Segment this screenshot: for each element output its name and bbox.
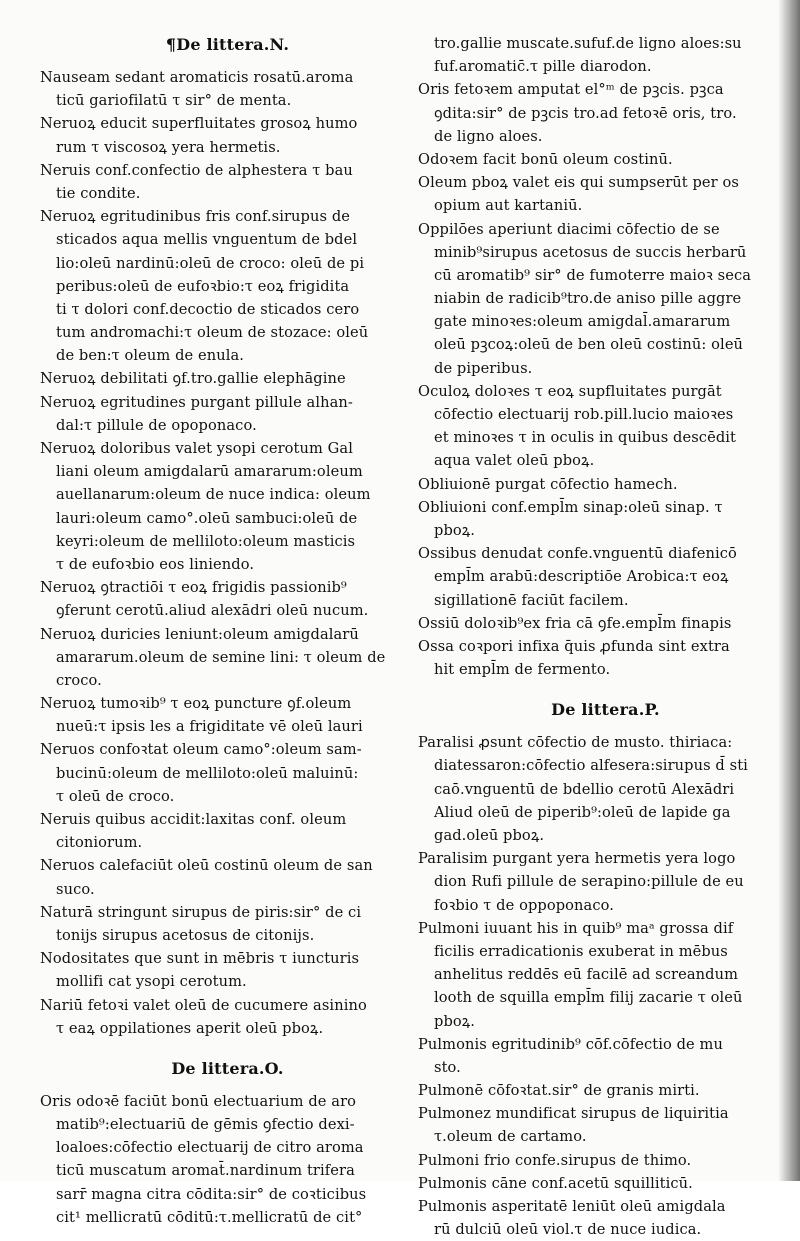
entry-continuation-line: loaloes:cōfectio electuarij de citro aroma	[56, 1139, 364, 1157]
entry-line: Pulmonē cōfoꝛtat.sir° de granis mirti.	[418, 1082, 700, 1100]
entry-continuation-line: suco.	[56, 880, 95, 898]
entry-line: Obliuionē purgat cōfectio hamech.	[418, 475, 678, 493]
entry-line: Oleum pboꝝ valet eis qui sumpserūt per os	[418, 174, 739, 192]
entry-line: Ossa coꝛpori infixa q̄uis ꝓfunda sint extra	[418, 637, 730, 655]
entry-line: Pulmoni iuuant his in quib⁹ maᵃ grossa dif	[418, 919, 734, 937]
entry-continuation-line: niabin de radicib⁹tro.de aniso pille aggre	[434, 290, 742, 308]
entry-line: Oris odoꝛē faciūt bonū electuarium de aro	[40, 1092, 357, 1110]
left-column	[40, 30, 415, 1229]
entry-continuation-line: de ligno aloes.	[434, 127, 543, 145]
entry-line: Paralisim purgant yera hermetis yera logo	[418, 850, 736, 868]
entry-continuation-line: tonijs sirupus acetosus de citonijs.	[56, 926, 315, 944]
entry-line: Pulmonis asperitatē leniūt oleū amigdala	[418, 1198, 726, 1215]
entry-continuation-line: sigillationē faciūt facilem.	[434, 591, 629, 609]
entry-continuation-line: citoniorum.	[56, 834, 143, 852]
entry-continuation-line: de piperibus.	[434, 359, 533, 377]
entry-line: Oculoꝝ doloꝛes τ eoꝝ supfluitates purgāt	[418, 382, 722, 400]
entry-continuation-line: rum τ viscosoꝝ yera hermetis.	[56, 138, 281, 156]
entry-line: Neruos confoꝛtat oleum camo°:oleum sam-	[40, 741, 362, 759]
entry-continuation-line: anhelitus reddēs eū facilē ad screandum	[434, 966, 739, 984]
entry-continuation-line: dion Rufi pillule de serapino:pillule de eu	[434, 873, 744, 891]
entry-continuation-line: τ eaꝝ oppilationes aperit oleū pboꝝ.	[56, 1019, 324, 1037]
entry-continuation-line: pboꝝ.	[434, 1012, 476, 1030]
entry-line: Oris fetoꝛem amputat el°ᵐ de pꝫcis. pꝫca	[418, 81, 724, 99]
entry-line: Ossibus denudat confe.vnguentū diafenicō	[418, 545, 737, 563]
entry-continuation-line: diatessaron:cōfectio alfesera:sirupus d̄ sti	[434, 757, 748, 775]
entry-continuation-line: sticados aqua mellis vnguentum de bdel	[56, 231, 358, 249]
entry-line: Neruoꝝ debilitati ꝯf.tro.gallie elephāgine	[40, 370, 346, 388]
entry-line: Neruoꝝ doloribus valet ysopi cerotum Gal	[40, 440, 353, 457]
entry-continuation-line: de ben:τ oleum de enula.	[56, 347, 245, 365]
entry-continuation-line: matib⁹:electuariū de gēmis ꝯfectio dexi-	[56, 1116, 355, 1134]
entry-continuation-line: bucinū:oleum de melliloto:oleū maluinū:	[56, 764, 359, 782]
entry-continuation-line: lauri:oleum camo°.oleū sambuci:oleū de	[56, 509, 358, 527]
entry-continuation-line: lio:oleū nardinū:oleū de croco: oleū de pi	[56, 254, 365, 272]
entry-line: Nodositates que sunt in mēbris τ iuncturis	[40, 950, 360, 968]
entry-line: Odoꝛem facit bonū oleum costinū.	[418, 150, 673, 168]
entry-line: Pulmonez mundificat sirupus de liquiritia	[418, 1105, 729, 1123]
right-column	[418, 32, 793, 1241]
entry-continuation-line: sarr̄ magna citra cōdita:sir° de coꝛticibus	[56, 1185, 367, 1203]
entry-continuation-line: pboꝝ.	[434, 521, 476, 539]
entry-line: Paralisi ꝓsunt cōfectio de musto. thiriaca:	[418, 734, 733, 752]
section-gap	[40, 1040, 415, 1054]
entry-continuation-line: gate minoꝛes:oleum amigdal̄.amararum	[434, 313, 731, 331]
entry-line: Neruoꝝ egritudinibus fris conf.sirupus de	[40, 208, 351, 226]
entry-line: Pulmonis cāne conf.acetū squilliticū.	[418, 1174, 693, 1192]
entry-continuation-line: cōfectio electuarij rob.pill.lucio maioꝛes	[434, 406, 734, 423]
entry-line: Neruoꝝ egritudines purgant pillule alhan-	[40, 393, 353, 411]
entry-continuation-line: ticū gariofilatū τ sir° de menta.	[56, 92, 292, 110]
entry-continuation-line: oleū pꝫcoꝝ:oleū de ben oleū costinū: oleū	[434, 336, 744, 354]
entry-continuation-line: liani oleum amigdalarū amararum:oleum	[56, 463, 363, 481]
entry-continuation-line: tum andromachi:τ oleum de stozace: oleū	[56, 324, 369, 342]
entry-line: Neruoꝝ educit superfluitates grosoꝝ humo	[40, 115, 358, 133]
entry-continuation-line: fuf.aromatic̄.τ pille diarodon.	[434, 58, 652, 76]
entry-line: Neruoꝝ duricies leniunt:oleum amigdalarū	[40, 625, 359, 643]
entry-continuation-line: auellanarum:oleum de nuce indica: oleum	[56, 486, 371, 504]
entry-continuation-line: foꝛbio τ de oppoponaco.	[434, 896, 614, 914]
entry-continuation-line: minib⁹sirupus acetosus de succis herbarū	[434, 243, 747, 261]
entry-continuation-line: ꝯferunt cerotū.aliud alexādri oleū nucum.	[56, 602, 369, 620]
entry-line: Nauseam sedant aromaticis rosatū.aroma	[40, 69, 354, 86]
section-heading: De littera.P.	[551, 700, 660, 720]
section-heading: De littera.O.	[171, 1058, 284, 1078]
page-edge-shadow	[778, 0, 800, 1181]
entry-continuation-line: cū aromatib⁹ sir° de fumoterre maioꝛ seca	[434, 266, 752, 284]
entry-continuation-line: croco.	[56, 671, 102, 689]
entry-continuation-line: ticū muscatum aromat̄.nardinum trifera	[56, 1162, 355, 1180]
entry-continuation-line: peribus:oleū de eufoꝛbio:τ eoꝝ frigidita	[56, 277, 350, 295]
entry-continuation-line: hit empl̄m de fermento.	[434, 661, 611, 679]
entry-line: Pulmoni frio confe.sirupus de thimo.	[418, 1151, 692, 1169]
entry-line: Ossiū doloꝛib⁹ex fria cā ꝯfe.empl̄m finapis	[418, 614, 732, 632]
entry-continuation-line: sto.	[434, 1058, 461, 1076]
entry-line: Neruis conf.confectio de alphestera τ bau	[40, 161, 353, 179]
entry-continuation-line: keyri:oleum de melliloto:oleum masticis	[56, 532, 356, 550]
entry-continuation-line: empl̄m arabū:descriptiōe Arobica:τ eoꝝ	[434, 568, 729, 586]
entry-line: Oppilōes aperiunt diacimi cōfectio de se	[418, 220, 720, 238]
entry-continuation-line: looth de squilla empl̄m filij zacarie τ oleū	[434, 989, 743, 1007]
entry-line: Neruoꝝ tumoꝛib⁹ τ eoꝝ puncture ꝯf.oleum	[40, 695, 352, 713]
entry-continuation-line: amararum.oleum de semine lini: τ oleum de	[56, 648, 386, 666]
entry-continuation-line: tie condite.	[56, 184, 141, 202]
entry-continuation-line: Aliud oleū de piperib⁹:oleū de lapide ga	[434, 803, 731, 821]
entry-continuation-line: et minoꝛes τ in oculis in quibus descēdit	[434, 429, 736, 447]
entry-continuation-line: nueū:τ ipsis les a frigiditate vē oleū lauri	[56, 718, 363, 736]
entry-line: Obliuioni conf.empl̄m sinap:oleū sinap. τ	[418, 498, 723, 516]
entry-line: Pulmonis egritudinib⁹ cōf.cōfectio de mu	[418, 1035, 723, 1053]
entry-continuation-line: gad.oleū pboꝝ.	[434, 827, 545, 844]
entry-continuation-line: aqua valet oleū pboꝝ.	[434, 452, 595, 470]
entry-continuation-line: opium aut kartaniū.	[434, 197, 583, 215]
entry-continuation-line: ti τ dolori conf.decoctio de sticados cero	[56, 300, 360, 318]
entry-continuation-line: caō.vnguentū de bdellio cerotū Alexādri	[434, 780, 735, 798]
entry-line: Neruos calefaciūt oleū costinū oleum de san	[40, 857, 373, 875]
entry-continuation-line: τ oleū de croco.	[56, 787, 175, 805]
entry-continuation-line: ꝯdita:sir° de pꝫcis tro.ad fetoꝛē oris, tro.	[434, 104, 737, 122]
section-heading: ¶De littera.N.	[165, 35, 290, 54]
entry-line: Nariū fetoꝛi valet oleū de cucumere asinino	[40, 996, 367, 1014]
entry-continuation-line: cit¹ mellicratū cōditū:τ.mellicratū de cit°	[56, 1208, 363, 1226]
entry-line: Neruoꝝ ꝯtractiōi τ eoꝝ frigidis passionib⁹	[40, 579, 347, 597]
section-gap	[418, 681, 793, 695]
entry-line: Naturā stringunt sirupus de piris:sir° de ci	[40, 903, 362, 921]
entry-continuation-line: rū dulciū oleū viol.τ de nuce iudica.	[434, 1221, 702, 1239]
entry-continuation-line: tro.gallie muscate.sufuf.de ligno aloes:su	[434, 35, 742, 52]
entry-continuation-line: τ de eufoꝛbio eos liniendo.	[56, 555, 255, 573]
entry-continuation-line: τ.oleum de cartamo.	[434, 1128, 587, 1146]
entry-continuation-line: dal:τ pillule de opoponaco.	[56, 416, 257, 434]
entry-continuation-line: ficilis erradicationis exuberat in mēbus	[434, 942, 728, 960]
entry-continuation-line: mollifi cat ysopi cerotum.	[56, 973, 247, 991]
entry-line: Neruis quibus accidit:laxitas conf. oleum	[40, 811, 347, 828]
